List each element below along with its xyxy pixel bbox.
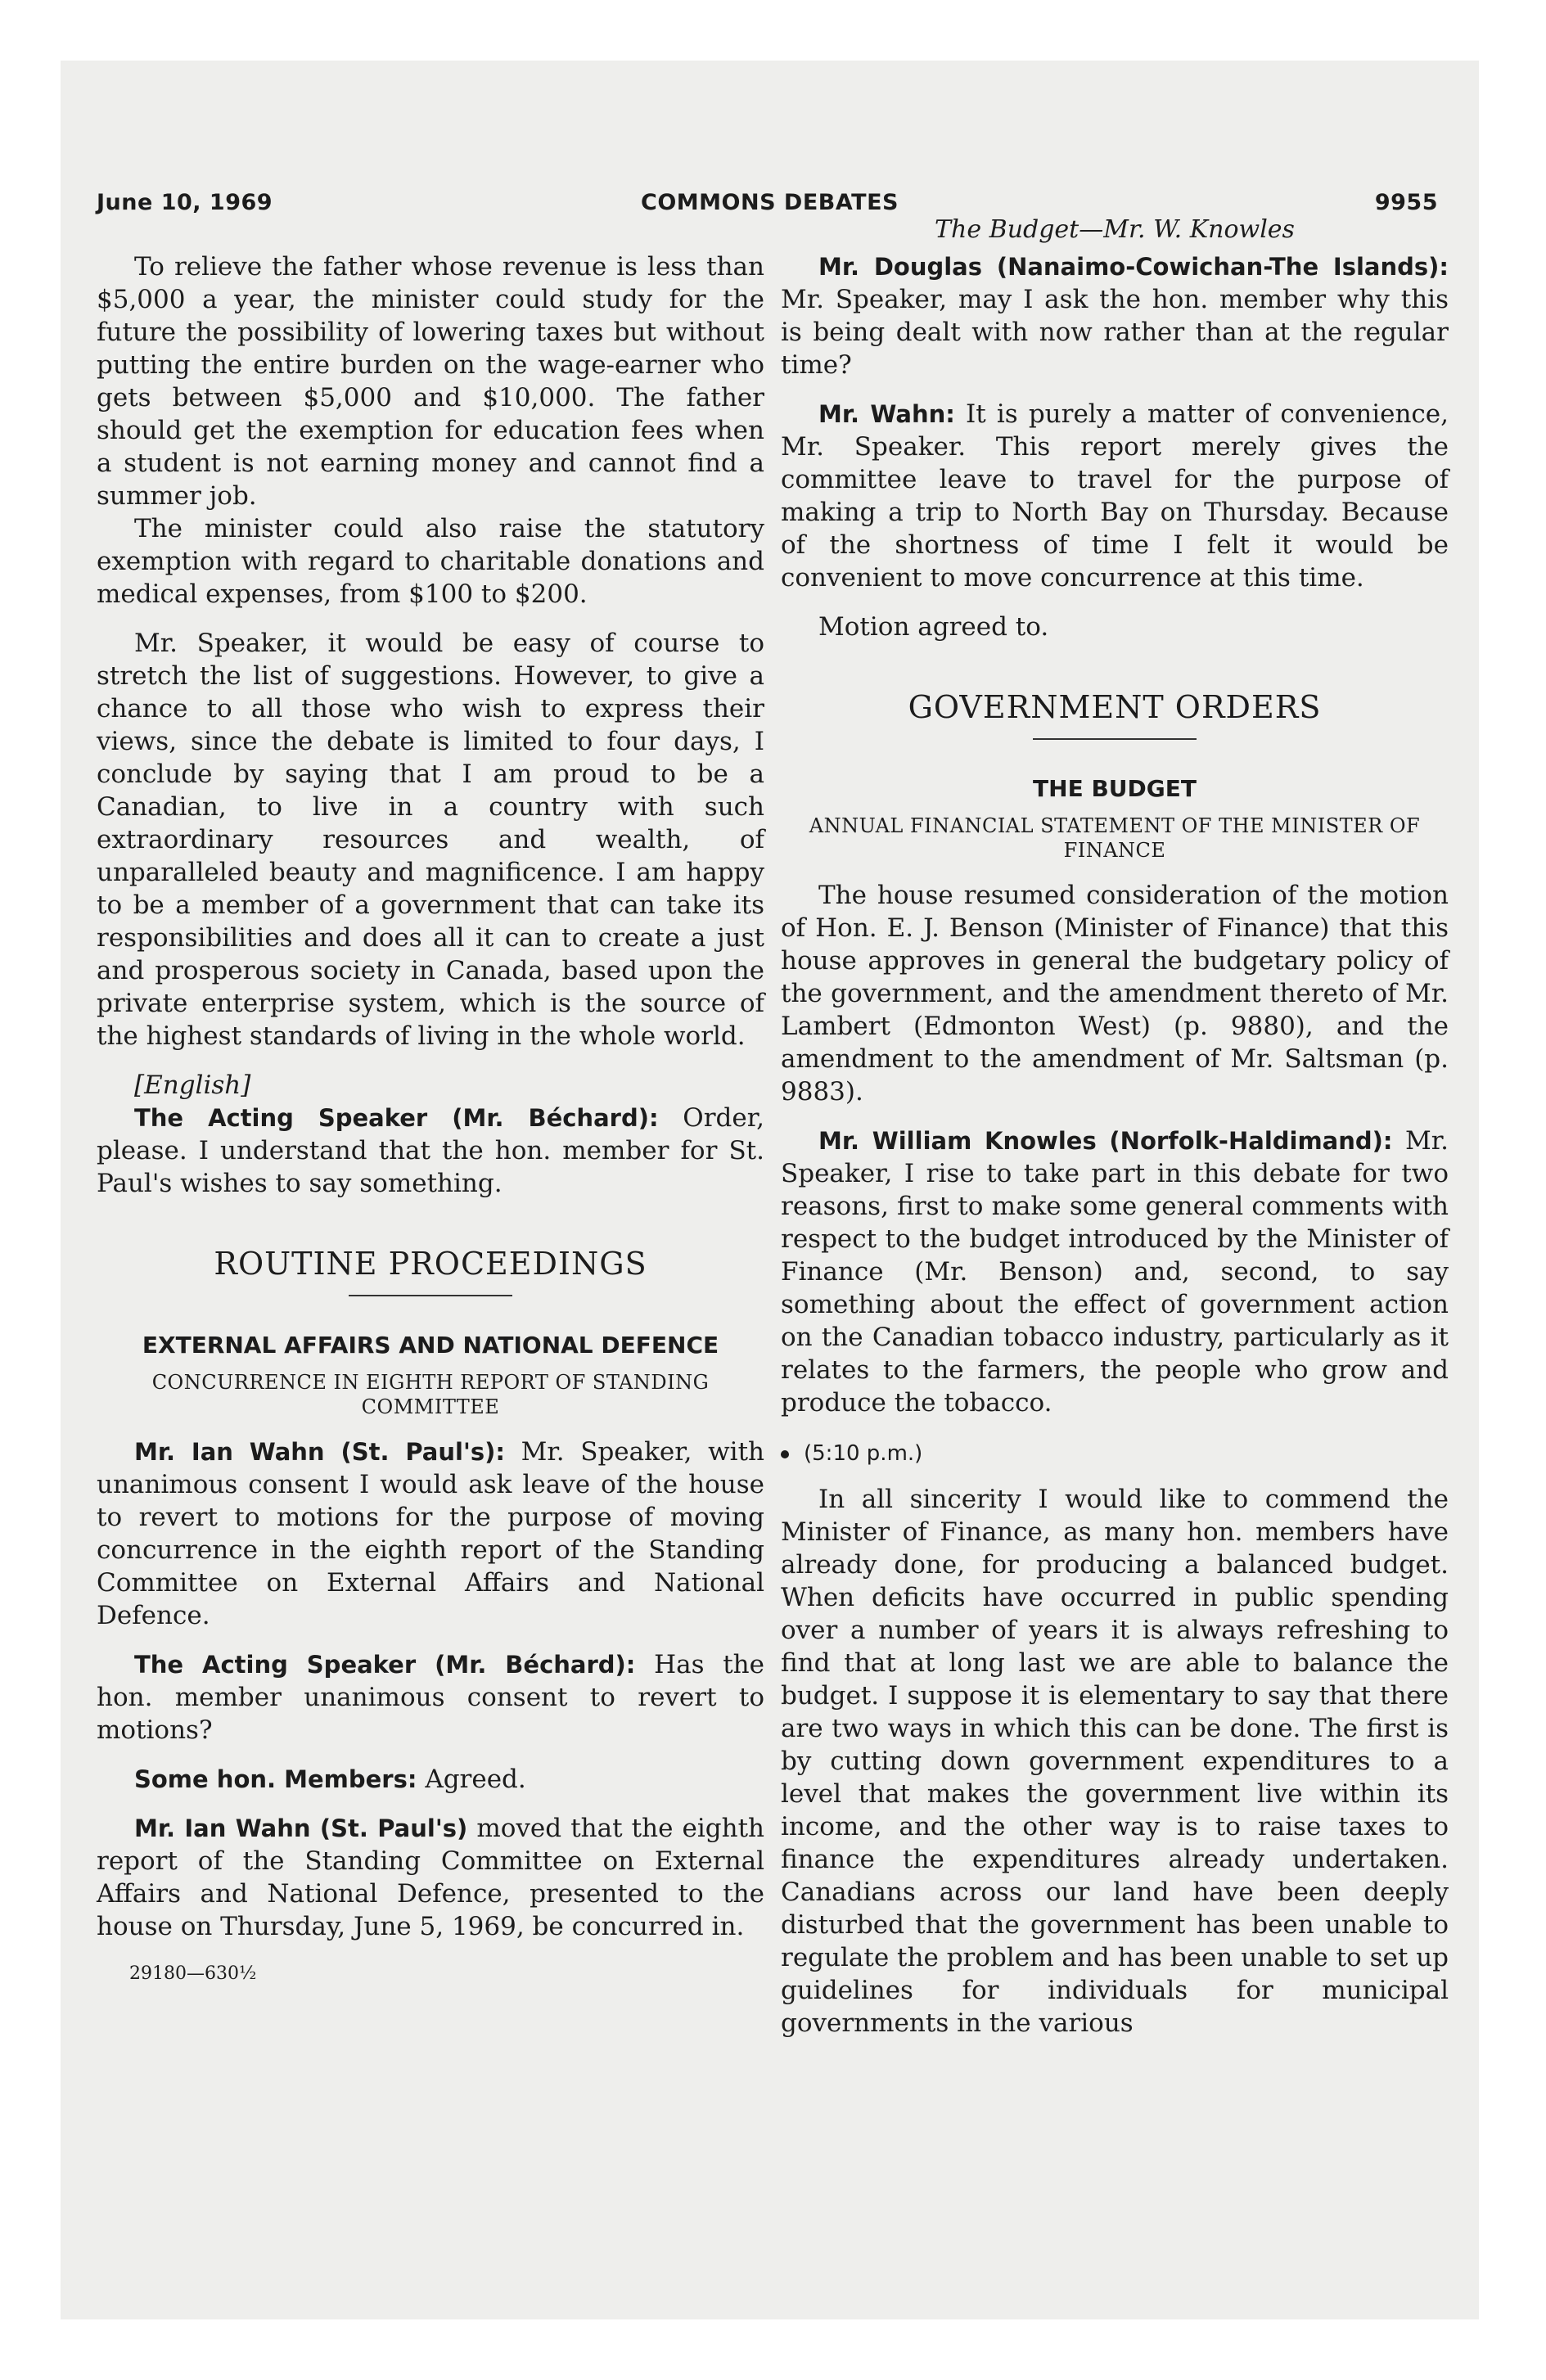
speaker-name: Mr. Wahn: — [818, 400, 955, 428]
speech-text: It is purely a matter of convenience, Mr. Speaker. This report merely gives the committee leave to travel for the purpose of making a trip to North Bay on Thursday. Because of the shortness of time I felt it would be convenient to move concurrence at this time. — [781, 399, 1449, 593]
section-rule — [349, 1295, 512, 1296]
speaker-name: Some hon. Members: — [134, 1765, 417, 1793]
paragraph: Mr. Speaker, it would be easy of course to stretch the list of suggestions. However, to give a chance to all those who wish to express their views, since the debate is limited to four days, I conclude by saying that I am proud to be a Canadian, to live in a country with such extraordinary resources and wealth, of unparalleled beauty and magnificence. I am happy to be a member of a government that can take its responsibilities and does all it can to create a just and prosperous society in Canada, based upon the private enterprise system, which is the source of the highest standards of living in the whole world. — [97, 629, 764, 1051]
header-title: COMMONS DEBATES — [641, 190, 899, 215]
paragraph: The minister could also raise the statutory exemption with regard to charitable donations and medical expenses, from $100 to $200. — [97, 514, 764, 609]
bullet-icon — [781, 1450, 789, 1458]
subsubsection-title: CONCURRENCE IN EIGHTH REPORT OF STANDING COMMITTEE — [151, 1371, 710, 1418]
speech-text: Order, please. I understand that the hon. member for St. Paul's wishes to say something. — [97, 1103, 764, 1198]
paragraph: Motion agreed to. — [818, 612, 1049, 642]
left-column — [97, 250, 764, 1986]
speech — [97, 1763, 764, 1796]
subsection-title: EXTERNAL AFFAIRS AND NATIONAL DEFENCE — [142, 1332, 719, 1359]
speech — [781, 250, 1449, 381]
language-marker: [English] — [134, 1071, 251, 1100]
speaker-name: Mr. Douglas (Nanaimo-Cowichan-The Islands): — [818, 253, 1449, 281]
running-head: The Budget—Mr. W. Knowles — [935, 215, 1295, 244]
speaker-name: The Acting Speaker (Mr. Béchard): — [134, 1104, 659, 1132]
speech-text: Mr. Speaker, may I ask the hon. member why this is being dealt with now rather than at the regular time? — [781, 285, 1449, 380]
speaker-name: The Acting Speaker (Mr. Béchard): — [134, 1651, 636, 1679]
speech — [97, 1812, 764, 1943]
right-column — [781, 215, 1449, 2040]
time-label: (5:10 p.m.) — [804, 1441, 923, 1466]
speaker-name: Mr. William Knowles (Norfolk-Haldimand): — [818, 1127, 1393, 1155]
section-rule — [1033, 738, 1197, 740]
time-marker — [781, 1439, 1449, 1468]
speech — [781, 1125, 1449, 1419]
paragraph: In all sincerity I would like to commend the Minister of Finance, as many hon. members have already done, for producing a balanced budget. When deficits have occurred in public spending over a number of years it is always refreshing to find that at long last we are able to balance the budget. I suppose it is elementary to say that there are two ways in which this can be done. The first is by cutting down government expenditures to a level that makes the government live within its income, and the other way is to raise taxes to finance the expenditures already undertaken. Canadians across our land have been deeply disturbed that the government has been unable to regulate the problem and has been unable to set up guidelines for individuals for municipal governments in the various — [781, 1485, 1449, 2038]
speech — [781, 398, 1449, 594]
subsection-title: THE BUDGET — [1033, 775, 1197, 802]
speech-text: moved that the eighth report of the Standing Committee on External Affairs and National Defence, presented to the house on Thursday, June 5, 1969, be concurred in. — [97, 1814, 765, 1941]
header-page-number: 9955 — [1374, 190, 1438, 215]
subsubsection-title: ANNUAL FINANCIAL STATEMENT OF THE MINISTER OF FINANCE — [809, 814, 1421, 862]
header-date: June 10, 1969 — [97, 190, 273, 215]
speech — [97, 1648, 764, 1747]
speech-text: Mr. Speaker, I rise to take part in this debate for two reasons, first to make some general comments with respect to the budget introduced by the Minister of Finance (Mr. Benson) and, second, to say something about the effect of government action on the Canadian tobacco industry, particularly as it relates to the farmers, the people who grow and produce the tobacco. — [781, 1126, 1449, 1418]
speech — [97, 1102, 764, 1200]
footer-code: 29180—630½ — [129, 1963, 257, 1984]
speech — [97, 1436, 764, 1632]
paragraph: The house resumed consideration of the motion of Hon. E. J. Benson (Minister of Finance) that this house approves in general the budgetary policy of the government, and the amendment thereto of Mr. Lambert (Edmonton West) (p. 9880), and the amendment to the amendment of Mr. Saltsman (p. 9883). — [781, 881, 1449, 1107]
speaker-name: Mr. Ian Wahn (St. Paul's) — [134, 1814, 468, 1842]
section-title: ROUTINE PROCEEDINGS — [214, 1246, 647, 1282]
speaker-name: Mr. Ian Wahn (St. Paul's): — [134, 1438, 505, 1466]
section-title: GOVERNMENT ORDERS — [908, 689, 1322, 725]
speech-text: Agreed. — [425, 1765, 526, 1794]
speech-text: Mr. Speaker, with unanimous consent I would ask leave of the house to revert to motions for the purpose of moving concurrence in the eighth report of the Standing Committee on External Affairs and National Defence. — [97, 1437, 764, 1630]
page-sheet — [61, 61, 1479, 2319]
speech-text: Has the hon. member unanimous consent to revert to motions? — [97, 1650, 764, 1745]
paragraph: To relieve the father whose revenue is less than $5,000 a year, the minister could study for the future the possibility of lowering taxes but without putting the entire burden on the wage-earner who gets between $5,000 and $10,000. The father should get the exemption for education fees when a student is not earning money and cannot find a summer job. — [97, 252, 764, 511]
